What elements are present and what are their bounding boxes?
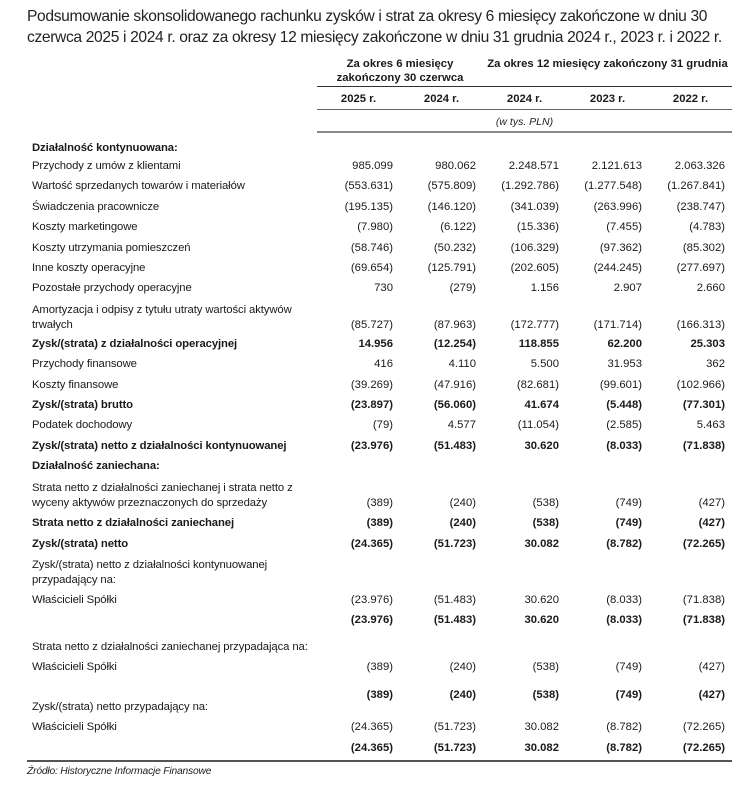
cell-2024-6m: (51.483) (433, 594, 476, 606)
year-header-2022: 2022 r. (672, 93, 709, 105)
cell-2022-12m: (277.697) (676, 262, 725, 274)
year-header-2024-6m: 2024 r. (423, 93, 460, 105)
row-label: Zysk/(strata) z działalności operacyjnej (32, 338, 238, 350)
cell-2022-12m: (166.313) (676, 319, 725, 331)
cell-2023-12m: (8.033) (606, 440, 642, 452)
row-label: Koszty utrzymania pomieszczeń (32, 242, 191, 254)
year-header-2024-12m: 2024 r. (506, 93, 543, 105)
cell-2025-6m: (79) (372, 419, 393, 431)
cell-2024-12m: 30.620 (524, 614, 559, 626)
cell-2024-6m: (47.916) (433, 379, 476, 391)
cell-2024-12m: 5.500 (530, 358, 559, 370)
cell-2025-6m: (389) (366, 661, 393, 673)
cell-2024-6m: (51.483) (433, 614, 476, 626)
cell-2025-6m: (7.980) (357, 221, 393, 233)
cell-2023-12m: (263.996) (593, 201, 642, 213)
cell-2024-12m: (341.039) (510, 201, 559, 213)
cell-2024-12m: (82.681) (516, 379, 559, 391)
cell-2022-12m: (102.966) (676, 379, 725, 391)
cell-2022-12m: 2.660 (696, 282, 725, 294)
cell-2023-12m: (171.714) (593, 319, 642, 331)
cell-2023-12m: (5.448) (606, 399, 642, 411)
row-label: Amortyzacja i odpisy z tytułu utraty wartości aktywów trwałych (32, 304, 292, 331)
year-header-2023: 2023 r. (589, 93, 626, 105)
row-label: Przychody z umów z klientami (32, 160, 181, 172)
cell-2022-12m: (72.265) (682, 538, 725, 550)
row-label: Koszty marketingowe (32, 221, 138, 233)
year-header-2025: 2025 r. (340, 93, 377, 105)
cell-2022-12m: (71.838) (682, 614, 725, 626)
cell-2024-12m: 1.156 (530, 282, 559, 294)
cell-2022-12m: (71.838) (682, 440, 725, 452)
cell-2025-6m: (23.976) (350, 440, 393, 452)
cell-2024-6m: (240) (449, 497, 476, 509)
cell-2024-6m: (146.120) (427, 201, 476, 213)
cell-2024-6m: (279) (449, 282, 476, 294)
cell-2022-12m: (71.838) (682, 594, 725, 606)
year-header-row (317, 92, 732, 108)
cell-2024-6m: (575.809) (427, 180, 476, 192)
row-label: Działalność zaniechana: (32, 460, 160, 472)
header-divider-top (317, 86, 732, 87)
cell-2024-6m: (56.060) (433, 399, 476, 411)
cell-2023-12m: (8.033) (606, 614, 642, 626)
cell-2024-12m: (538) (532, 689, 559, 701)
source-note: Źródło: Historyczne Informacje Finansowe (27, 766, 212, 777)
cell-2024-12m: (15.336) (516, 221, 559, 233)
cell-2024-6m: (125.791) (427, 262, 476, 274)
cell-2024-12m: 30.620 (524, 594, 559, 606)
row-label: Pozostałe przychody operacyjne (32, 282, 192, 294)
cell-2023-12m: (8.033) (606, 594, 642, 606)
cell-2022-12m: (72.265) (682, 742, 725, 754)
cell-2024-6m: (87.963) (433, 319, 476, 331)
row-label: Właścicieli Spółki (32, 661, 117, 673)
row-label: Działalność kontynuowana: (32, 142, 178, 154)
cell-2025-6m: (23.897) (350, 399, 393, 411)
row-label: Podatek dochodowy (32, 419, 133, 431)
cell-2024-12m: (106.329) (510, 242, 559, 254)
cell-2023-12m: 31.953 (607, 358, 642, 370)
row-label: Zysk/(strata) netto z działalności kontynuowanej (32, 440, 287, 452)
header-divider-bottom (317, 131, 732, 133)
table-bottom-rule-right (317, 760, 732, 762)
page-title: Podsumowanie skonsolidowanego rachunku zysków i strat za okresy 6 miesięcy zakończone w dniu 30 czerwca 2025 i 2024 r. oraz za okresy 12 miesięcy zakończone w dniu 31 grudnia 2024 r., 2023 r. i 2022 r. (27, 8, 722, 46)
row-label: Strata netto z działalności zaniechanej przypadająca na: (32, 641, 308, 653)
cell-2024-12m: (538) (532, 517, 559, 529)
cell-2024-12m: 41.674 (524, 399, 559, 411)
cell-2022-12m: 2.063.326 (674, 160, 725, 172)
row-label: Koszty finansowe (32, 379, 119, 391)
cell-2024-12m: (538) (532, 497, 559, 509)
cell-2022-12m: (85.302) (682, 242, 725, 254)
row-label: Zysk/(strata) brutto (32, 399, 133, 411)
cell-2023-12m: (749) (615, 689, 642, 701)
cell-2024-12m: (1.292.786) (501, 180, 559, 192)
cell-2023-12m: (8.782) (606, 742, 642, 754)
cell-2024-6m: (12.254) (433, 338, 476, 350)
cell-2022-12m: (238.747) (676, 201, 725, 213)
cell-2024-6m: (240) (449, 689, 476, 701)
cell-2023-12m: (749) (615, 497, 642, 509)
cell-2024-6m: (51.723) (433, 538, 476, 550)
row-label: Właścicieli Spółki (32, 594, 117, 606)
cell-2025-6m: 985.099 (352, 160, 393, 172)
cell-2022-12m: 5.463 (696, 419, 725, 431)
cell-2025-6m: (553.631) (344, 180, 393, 192)
cell-2024-12m: 2.248.571 (508, 160, 559, 172)
cell-2024-6m: (50.232) (433, 242, 476, 254)
header-divider-years (317, 109, 732, 110)
cell-2023-12m: 2.907 (613, 282, 642, 294)
row-label: Inne koszty operacyjne (32, 262, 146, 274)
cell-2024-12m: (172.777) (510, 319, 559, 331)
cell-2025-6m: (24.365) (350, 721, 393, 733)
cell-2025-6m: (24.365) (350, 538, 393, 550)
cell-2024-6m: (51.483) (433, 440, 476, 452)
cell-2024-6m: 980.062 (435, 160, 476, 172)
cell-2025-6m: 730 (374, 282, 393, 294)
cell-2025-6m: (195.135) (344, 201, 393, 213)
cell-2023-12m: (244.245) (593, 262, 642, 274)
cell-2025-6m: (69.654) (350, 262, 393, 274)
cell-2025-6m: (389) (366, 497, 393, 509)
row-label: Właścicieli Spółki (32, 721, 117, 733)
cell-2022-12m: (4.783) (689, 221, 725, 233)
row-label: Zysk/(strata) netto (32, 538, 129, 550)
cell-2025-6m: (389) (366, 689, 393, 701)
cell-2025-6m: (389) (366, 517, 393, 529)
cell-2022-12m: 362 (706, 358, 725, 370)
cell-2024-6m: (51.723) (433, 721, 476, 733)
cell-2024-12m: 30.082 (524, 538, 559, 550)
cell-2022-12m: 25.303 (690, 338, 725, 350)
cell-2023-12m: (7.455) (606, 221, 642, 233)
row-label: Strata netto z działalności zaniechanej i strata netto z wyceny aktywów przeznaczonych do sprzedaży (32, 482, 293, 509)
cell-2023-12m: (8.782) (606, 538, 642, 550)
cell-2025-6m: (24.365) (350, 742, 393, 754)
cell-2025-6m: (39.269) (350, 379, 393, 391)
cell-2023-12m: 2.121.613 (591, 160, 642, 172)
row-label: Zysk/(strata) netto przypadający na: (32, 701, 208, 713)
cell-2025-6m: (23.976) (350, 614, 393, 626)
row-label: Zysk/(strata) netto z działalności kontynuowanej przypadający na: (32, 559, 268, 586)
table-bottom-rule-left (27, 760, 317, 762)
cell-2023-12m: (1.277.548) (584, 180, 642, 192)
cell-2022-12m: (72.265) (682, 721, 725, 733)
cell-2022-12m: (427) (698, 661, 725, 673)
cell-2022-12m: (427) (698, 517, 725, 529)
cell-2022-12m: (77.301) (682, 399, 725, 411)
cell-2022-12m: (427) (698, 689, 725, 701)
cell-2025-6m: (58.746) (350, 242, 393, 254)
cell-2023-12m: 62.200 (607, 338, 642, 350)
cell-2024-12m: 118.855 (518, 338, 559, 350)
cell-2025-6m: 14.956 (358, 338, 393, 350)
cell-2024-6m: 4.110 (448, 358, 476, 370)
cell-2025-6m: (23.976) (350, 594, 393, 606)
row-label: Przychody finansowe (32, 358, 137, 370)
cell-2023-12m: (2.585) (606, 419, 642, 431)
cell-2022-12m: (427) (698, 497, 725, 509)
cell-2023-12m: (97.362) (599, 242, 642, 254)
unit-label: (w tys. PLN) (495, 116, 554, 128)
row-label: Wartość sprzedanych towarów i materiałów (32, 180, 245, 192)
cell-2023-12m: (8.782) (606, 721, 642, 733)
cell-2024-6m: (6.122) (440, 221, 476, 233)
row-label: Strata netto z działalności zaniechanej (32, 517, 235, 529)
column-group-6-months: Za okres 6 miesięcy zakończony 30 czerwca (336, 58, 464, 84)
cell-2022-12m: (1.267.841) (667, 180, 725, 192)
column-group-12-months: Za okres 12 miesięcy zakończony 31 grudnia (487, 58, 728, 70)
cell-2025-6m: (85.727) (350, 319, 393, 331)
cell-2024-12m: 30.082 (524, 742, 559, 754)
cell-2024-12m: (538) (532, 661, 559, 673)
cell-2023-12m: (99.601) (599, 379, 642, 391)
row-label: Świadczenia pracownicze (32, 201, 160, 213)
cell-2025-6m: 416 (374, 358, 393, 370)
cell-2024-12m: 30.620 (524, 440, 559, 452)
cell-2023-12m: (749) (615, 661, 642, 673)
cell-2024-12m: (11.054) (517, 419, 559, 431)
cell-2024-6m: (51.723) (433, 742, 476, 754)
cell-2024-12m: 30.082 (524, 721, 559, 733)
cell-2023-12m: (749) (615, 517, 642, 529)
cell-2024-6m: (240) (449, 517, 476, 529)
cell-2024-12m: (202.605) (510, 262, 559, 274)
cell-2024-6m: (240) (449, 661, 476, 673)
cell-2024-6m: 4.577 (447, 419, 476, 431)
